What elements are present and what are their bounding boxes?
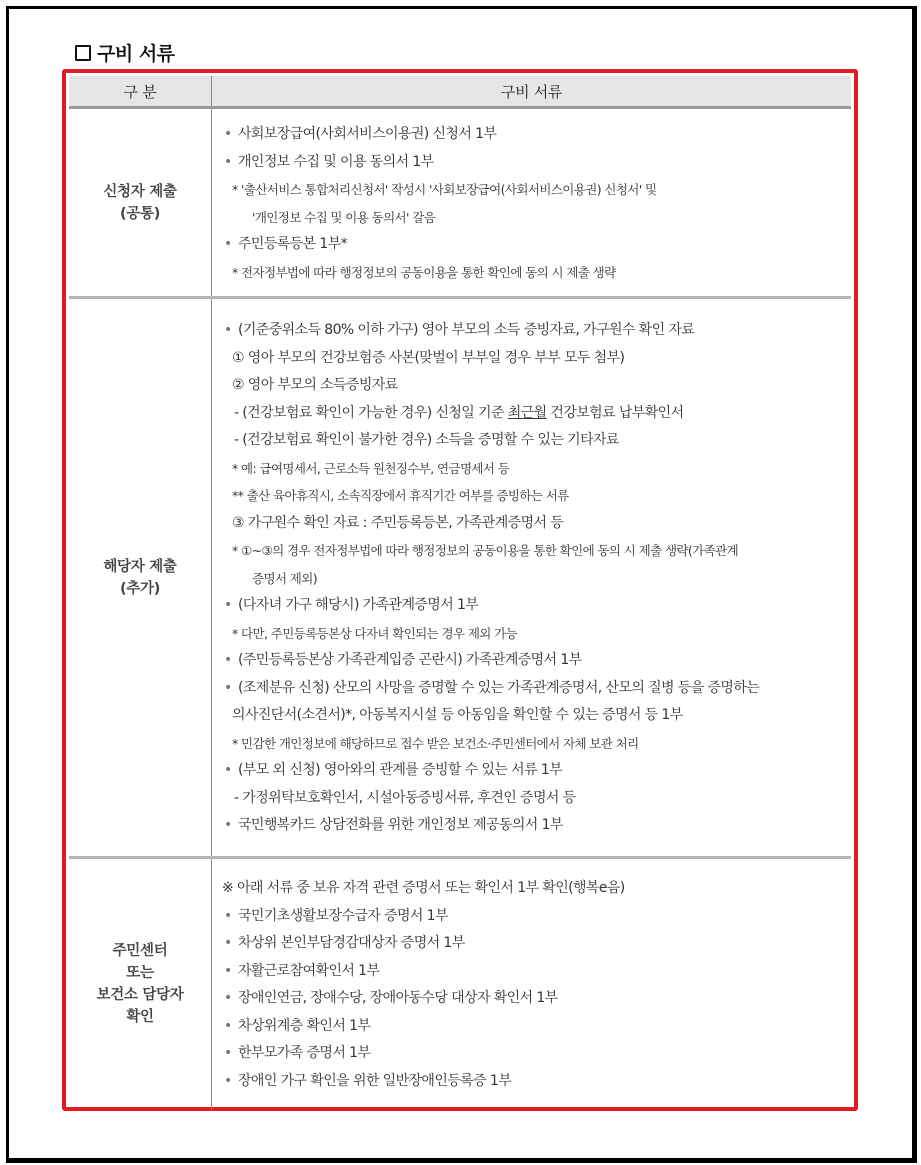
footnote: '개인정보 수집 및 이용 동의서' 갈음 [252, 209, 436, 225]
section-title-text: 구비 서류 [97, 43, 175, 65]
category-label: 해당자 제출 [103, 558, 177, 575]
category-cell [69, 298, 212, 858]
footnote: 증명서 제외) [252, 570, 318, 586]
document-item-text: (다자녀 가구 해당시) 가족관계증명서 1부 [238, 597, 479, 614]
checkbox-square-icon [75, 45, 91, 61]
document-item-text: 장애인연금, 장애수당, 장애아동수당 대상자 확인서 1부 [238, 990, 558, 1007]
footnote: * ①~③의 경우 전자정부법에 따라 행정정보의 공동이용을 통한 확인에 동의 시 제출 생략(가족관계 [232, 543, 739, 559]
required-documents-table [69, 76, 851, 1110]
document-item [222, 592, 845, 620]
document-item [222, 1068, 845, 1096]
bullet-icon: • [224, 1072, 232, 1089]
document-item-text: (부모 외 신청) 영아와의 관계를 증빙할 수 있는 서류 1부 [238, 762, 563, 779]
category-cell [69, 858, 212, 1110]
bullet-icon: • [224, 322, 232, 339]
footnote: * 전자정부법에 따라 행정정보의 공동이용을 통한 확인에 동의 시 제출 생략 [232, 264, 616, 280]
document-item [222, 903, 845, 931]
table-row [69, 108, 851, 298]
footnote: * '출산서비스 통합처리신청서' 작성시 '사회보장급여(사회서비스이용권) 신청서' 및 [232, 182, 657, 197]
footnote: * 민감한 개인정보에 해당하므로 접수 받은 보건소·주민센터에서 자체 보관 처리 [232, 735, 639, 751]
highlight-box [62, 69, 858, 1111]
footnote: * 예: 급여명세서, 근로소득 원천징수부, 연금명세서 등 [232, 460, 510, 476]
document-subitem: 의사진단서(소견서)*, 아동복지시설 등 아동임을 확인할 수 있는 증명서 등 1부 [232, 707, 683, 724]
table-body [69, 108, 851, 1110]
bullet-icon: • [224, 236, 232, 252]
document-item [222, 1013, 845, 1041]
document-item-text: 차상위 본인부담경감대상자 증명서 1부 [238, 935, 465, 952]
document-item-text: 국민기초생활보장수급자 증명서 1부 [238, 907, 448, 924]
bullet-icon: • [224, 153, 232, 170]
document-item [222, 930, 845, 958]
section-title [75, 39, 175, 66]
bullet-icon: • [224, 597, 232, 614]
document-item-text: 장애인 가구 확인을 위한 일반장애인등록증 1부 [238, 1072, 512, 1089]
document-item-text: 한부모가족 증명서 1부 [238, 1045, 371, 1062]
category-label: (공통) [119, 205, 161, 222]
document-item-text: 주민등록등본 1부* [238, 236, 348, 252]
document-subitem: ① 영아 부모의 건강보험증 사본(맞벌이 부부일 경우 부부 모두 첨부) [232, 349, 625, 366]
bullet-icon: • [224, 935, 232, 952]
document-item [222, 675, 845, 703]
document-item [222, 149, 845, 177]
bullet-icon: • [224, 962, 232, 979]
category-label: (추가) [119, 580, 161, 597]
category-label: 보건소 담당자 [96, 987, 184, 1004]
document-item-text: (조제분유 신청) 산모의 사망을 증명할 수 있는 가족관계증명서, 산모의 질병 등을 증명하는 [238, 679, 760, 696]
document-item [222, 985, 845, 1013]
underlined-emphasis: 최근월 [507, 404, 547, 421]
bullet-icon: • [224, 1017, 232, 1034]
document-item [222, 757, 845, 785]
header-category: 구 분 [69, 76, 212, 108]
category-label: 신청자 제출 [103, 183, 177, 200]
category-label: 또는 [126, 965, 154, 982]
document-item [222, 121, 845, 149]
table-header-row [69, 76, 851, 108]
footnote: * 다만, 주민등록등본상 다자녀 확인되는 경우 제외 가능 [232, 625, 518, 641]
bullet-icon: • [224, 126, 232, 142]
document-item [222, 231, 845, 259]
bullet-icon: • [224, 679, 232, 696]
bullet-icon: • [224, 1045, 232, 1062]
document-item-text: (기준중위소득 80% 이하 가구) 영아 부모의 소득 증빙자료, 가구원수 확인 자료 [238, 322, 695, 339]
document-item [222, 647, 845, 675]
document-item-text: 자활근로참여확인서 1부 [238, 962, 380, 979]
footnote: ** 출산 육아휴직시, 소속직장에서 휴직기간 여부를 증빙하는 서류 [232, 488, 569, 504]
document-item-text: 개인정보 수집 및 이용 동의서 1부 [238, 153, 434, 170]
document-item [222, 1040, 845, 1068]
table-row [69, 858, 851, 1110]
document-subitem: ※ 아래 서류 중 보유 자격 관련 증명서 또는 확인서 1부 확인(행복e음) [222, 880, 625, 897]
category-label: 확인 [126, 1009, 154, 1026]
category-label: 주민센터 [112, 943, 168, 960]
header-documents: 구비 서류 [212, 76, 852, 108]
bullet-icon: • [224, 652, 232, 669]
document-item-text: 차상위계층 확인서 1부 [238, 1017, 371, 1034]
bullet-icon: • [224, 817, 232, 834]
document-item [222, 958, 845, 986]
document-item-text: 국민행복카드 상담전화를 위한 개인정보 제공동의서 1부 [238, 817, 563, 834]
document-subitem: - 가정위탁보호확인서, 시설아동증빙서류, 후견인 증명서 등 [234, 789, 576, 806]
document-subitem: - (건강보험료 확인이 불가한 경우) 소득을 증명할 수 있는 기타자료 [234, 432, 619, 449]
table-row [69, 298, 851, 858]
category-cell [69, 108, 212, 298]
document-subitem: ② 영아 부모의 소득증빙자료 [232, 377, 398, 394]
document-item-text: 사회보장급여(사회서비스이용권) 신청서 1부 [238, 126, 497, 142]
documents-cell [212, 108, 852, 298]
document-item-text: (주민등록등본상 가족관계입증 곤란시) 가족관계증명서 1부 [238, 652, 582, 669]
bullet-icon: • [224, 990, 232, 1007]
documents-cell [212, 858, 852, 1110]
bullet-icon: • [224, 907, 232, 924]
document-item [222, 812, 845, 840]
documents-cell [212, 298, 852, 858]
document-subitem: - (건강보험료 확인이 가능한 경우) 신청일 기준 최근월 건강보험료 납부확인서 [234, 404, 684, 421]
bullet-icon: • [224, 762, 232, 779]
document-subitem: ③ 가구원수 확인 자료 : 주민등록등본, 가족관계증명서 등 [232, 514, 564, 531]
document-item [222, 317, 845, 345]
